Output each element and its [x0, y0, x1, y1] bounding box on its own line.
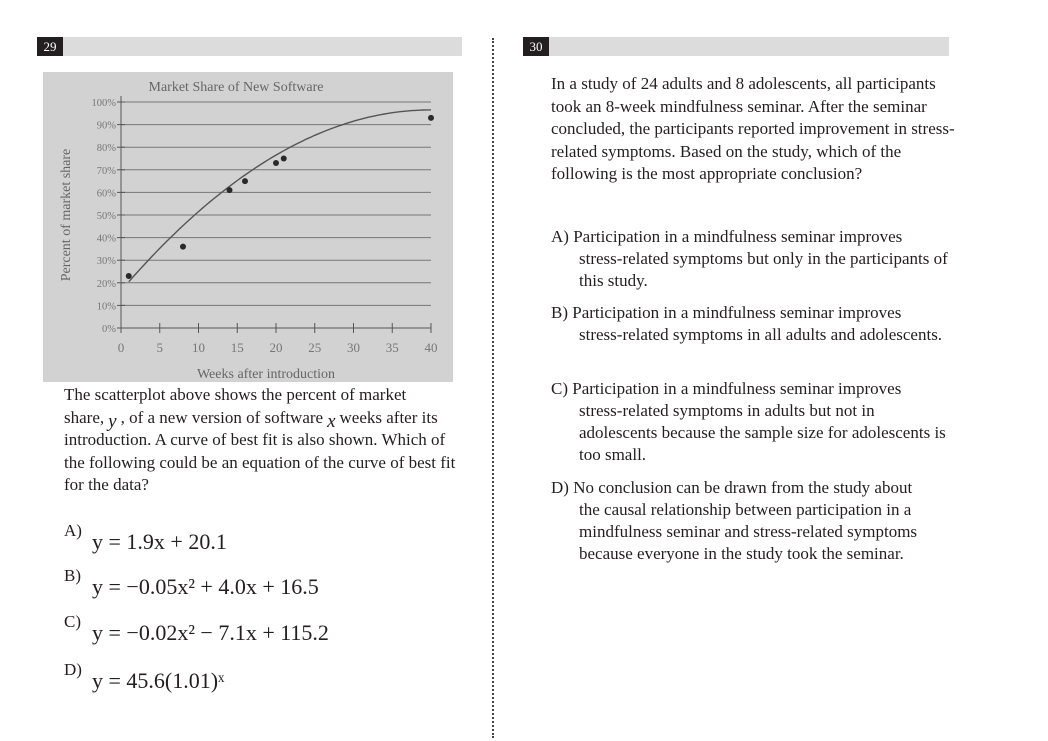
y-tick-label: 30%: [96, 256, 116, 268]
choice-c[interactable]: [551, 378, 951, 466]
choice-text: stress-related symptoms in adults but not in adolescents because the sample size for adolescents is too small.: [579, 401, 946, 464]
choice-a[interactable]: [551, 226, 951, 292]
question-29-stem: [64, 384, 464, 497]
choice-text: Participation in a mindfulness seminar improves: [572, 379, 902, 398]
question-30-header: [523, 37, 949, 56]
choice-label: A): [551, 227, 569, 246]
choice-text: stress-related symptoms in all adults and adolescents.: [579, 325, 943, 344]
choice-label: D): [64, 660, 82, 679]
choice-label: B): [551, 303, 568, 322]
y-tick-label: 40%: [96, 233, 116, 245]
question-29-header: [37, 37, 462, 56]
x-tick-label: 30: [347, 340, 360, 355]
y-tick-label: 0%: [102, 324, 116, 335]
choice-label: B): [64, 566, 81, 585]
chart-title: Market Share of New Software: [148, 80, 324, 95]
choice-equation: y = 45.6(1.01)ˣ: [92, 668, 225, 693]
choice-label: C): [551, 379, 568, 398]
scatterplot-figure: [43, 72, 453, 382]
stem-text: The scatterplot above shows the percent of market share,: [64, 385, 407, 427]
stem-text: , of a new version of software: [120, 407, 324, 427]
x-tick-label: 35: [385, 340, 399, 355]
choice-text: stress-related symptoms but only in the participants of this study.: [579, 249, 948, 290]
stem-text: weeks after its introduction. A curve of best fit is also shown. Which of the following could be an equation of the curve of best fit for the data?: [64, 407, 456, 494]
choice-text: No conclusion can be drawn from the study about: [573, 478, 913, 497]
x-tick-label: 40: [424, 340, 438, 355]
y-tick-label: 80%: [96, 143, 116, 155]
choice-label: D): [551, 478, 569, 497]
x-tick-label: 15: [230, 340, 244, 355]
choice-equation: y = 1.9x + 20.1: [92, 529, 227, 554]
x-tick-label: 20: [269, 340, 283, 355]
y-tick-label: 60%: [96, 188, 116, 200]
question-number: 29: [37, 37, 63, 56]
column-divider: [492, 38, 494, 738]
x-tick-label: 25: [308, 340, 322, 355]
question-number: 30: [523, 37, 549, 56]
choice-equation: y = −0.05x² + 4.0x + 16.5: [92, 574, 319, 599]
x-tick-label: 5: [156, 340, 163, 355]
data-point: [227, 187, 233, 193]
scatterplot-svg: [43, 72, 453, 382]
y-tick-label: 50%: [96, 211, 116, 222]
choice-text: Participation in a mindfulness seminar improves: [573, 227, 903, 246]
choice-b[interactable]: [551, 302, 951, 346]
choice-d[interactable]: [551, 477, 951, 565]
x-tick-label: 10: [192, 340, 205, 355]
x-tick-label: 0: [117, 340, 125, 355]
y-tick-label: 100%: [91, 98, 116, 109]
curve-of-best-fit: [129, 110, 431, 282]
data-point: [273, 160, 279, 166]
choice-equation: y = −0.02x² − 7.1x + 115.2: [92, 620, 329, 645]
choice-text: Participation in a mindfulness seminar improves: [572, 303, 902, 322]
data-point: [242, 178, 248, 184]
y-tick-label: 90%: [96, 120, 116, 132]
data-point: [281, 156, 287, 162]
y-tick-label: 70%: [96, 165, 116, 177]
data-point: [180, 244, 186, 250]
choice-label: C): [64, 612, 81, 631]
variable-x: x: [327, 410, 336, 432]
data-point: [428, 115, 434, 121]
x-axis-label: Weeks after introduction: [196, 367, 336, 382]
y-axis-label: Percent of market share: [59, 148, 74, 282]
data-point: [126, 273, 132, 279]
choice-text: the causal relationship between participation in a mindfulness seminar and stress-related symptoms because everyone in the study took the seminar.: [579, 500, 918, 563]
y-tick-label: 20%: [96, 278, 116, 290]
y-tick-label: 10%: [96, 301, 116, 313]
choice-label: A): [64, 521, 82, 540]
question-30-stem: In a study of 24 adults and 8 adolescents, all participants took an 8-week mindfulness seminar. After the seminar concluded, the participants reported improvement in stress-related symptoms. Based on the study, which of the following is the most appropriate conclusion?: [551, 74, 955, 183]
variable-y: y: [108, 410, 117, 432]
